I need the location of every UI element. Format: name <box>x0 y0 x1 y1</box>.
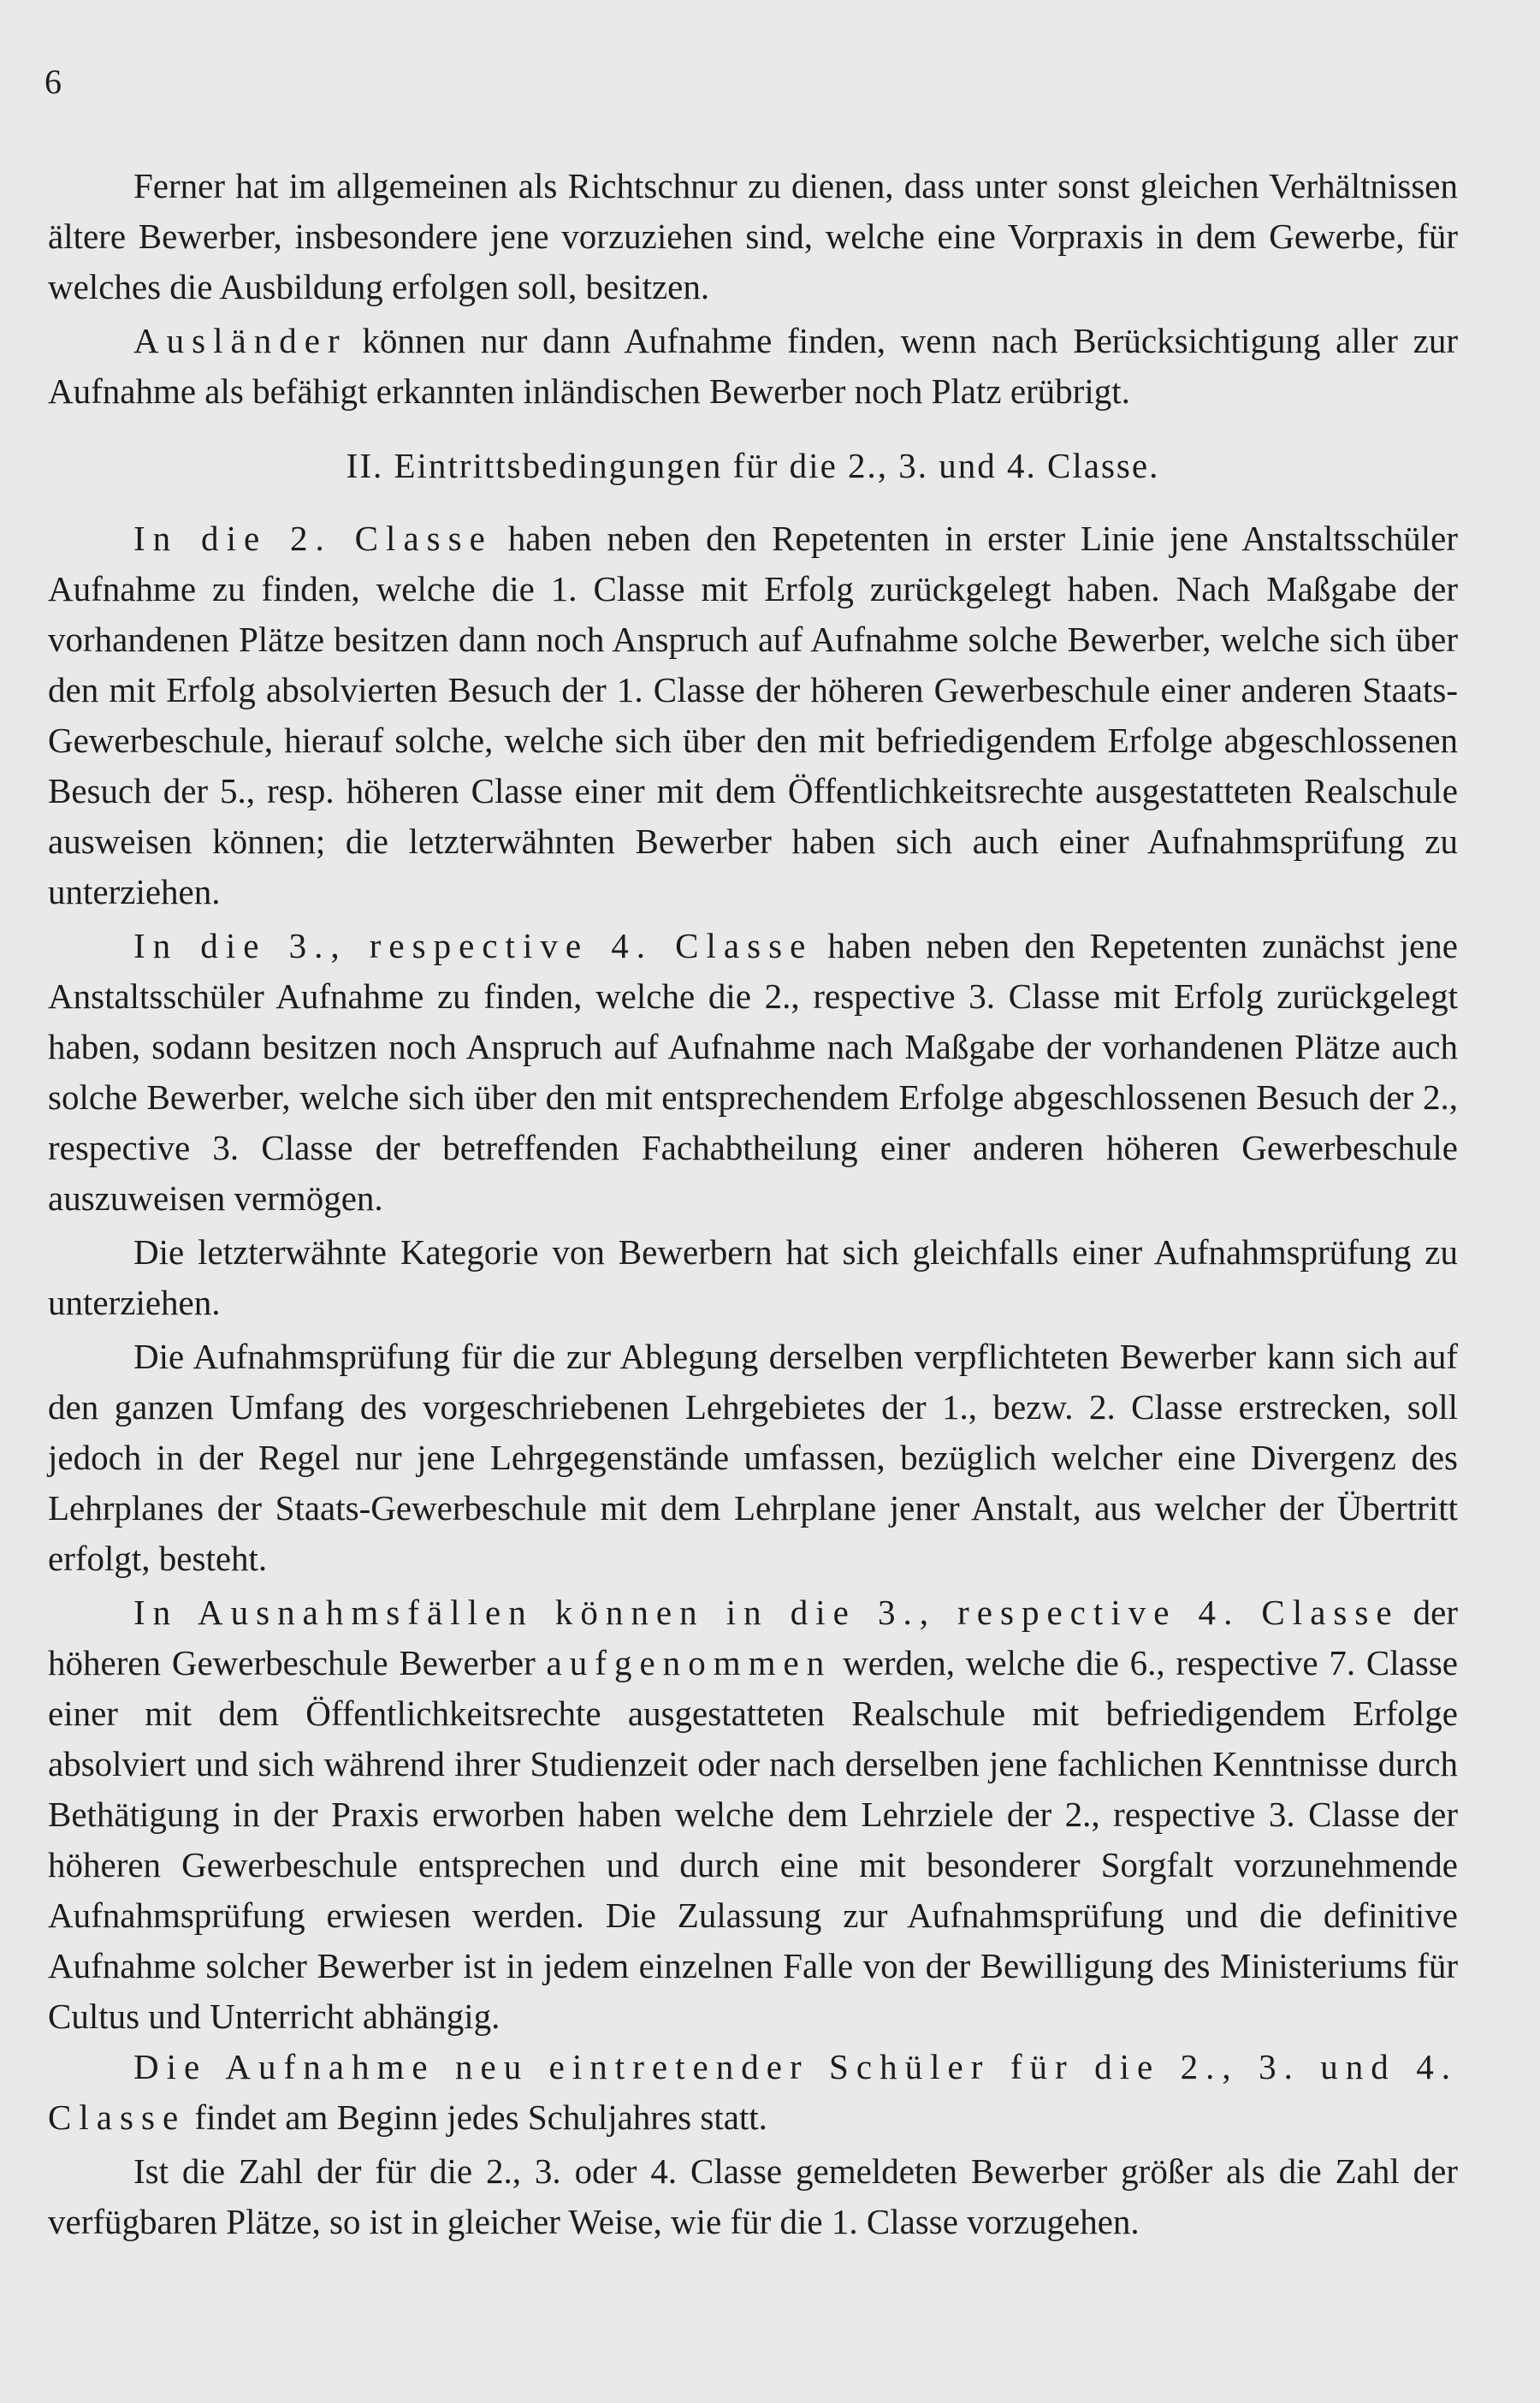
document-body <box>48 161 1458 2251</box>
paragraph-general-rule: Ferner hat im allgemeinen als Richtschnur zu dienen, dass unter sonst gleichen Verhältnissen ältere Bewerber, insbesondere jene vorzuziehen sind, welche eine Vorpraxis in dem Gewerbe, für welches die Ausbildung erfolgen soll, besitzen. <box>48 166 1458 306</box>
page-number: 6 <box>44 62 62 101</box>
emphasis-admission: Die Aufnahme neu eintretender Schüler für die 2., 3. und 4. Classe <box>48 2047 1458 2137</box>
emphasis-admitted: aufgenommen <box>546 1643 832 1682</box>
paragraph-exceptions-text-1: der höheren Gewerbeschule Bewerber <box>48 1593 1458 1682</box>
paragraph-class-3-4-text: haben neben den Repetenten zunächst jene Anstaltsschüler Aufnahme zu finden, welche die 2., respective 3. Classe mit Erfolg zurückgelegt haben, sodann besitzen noch Anspruch auf Aufnahme nach Maßgabe der vorhandenen Plätze auch solche Bewerber, welche sich über den mit entsprechendem Erfolge abgeschlossenen Besuch der 2., respective 3. Classe der betreffenden Fachabtheilung einer anderen höheren Gewerbeschule auszuweisen vermögen. <box>48 926 1459 1218</box>
emphasis-foreigners: Ausländer <box>133 321 347 360</box>
section-heading: II. Eintrittsbedingungen für die 2., 3. und 4. Classe. <box>346 446 1160 485</box>
paragraph-exceptions <box>48 1587 1458 2042</box>
paragraph-foreigners <box>48 316 1458 417</box>
paragraph-admission-timing-text: findet am Beginn jedes Schuljahres statt. <box>186 2097 767 2137</box>
paragraph-admission-timing <box>48 2042 1458 2143</box>
paragraph-category-exam: Die letzterwähnte Kategorie von Bewerbern hat sich gleichfalls einer Aufnahmsprüfung zu unterziehen. <box>48 1232 1458 1322</box>
paragraph-class-2 <box>48 513 1458 917</box>
paragraph-class-3-4 <box>48 921 1458 1224</box>
paragraph-exam-scope: Die Aufnahmsprüfung für die zur Ablegung derselben verpflichteten Bewerber kann sich auf den ganzen Umfang des vorgeschriebenen Lehrgebietes der 1., bezw. 2. Classe erstrecken, soll jedoch in der Regel nur jene Lehrgegenstände umfassen, bezüglich welcher eine Divergenz des Lehrplanes der Staats-Gewerbeschule mit dem Lehrplane jener Anstalt, aus welcher der Übertritt erfolgt, besteht. <box>48 1337 1458 1578</box>
emphasis-class-2: In die 2. Classe <box>133 519 493 558</box>
paragraph-oversubscription: Ist die Zahl der für die 2., 3. oder 4. Classe gemeldeten Bewerber größer als die Zahl der verfügbaren Plätze, so ist in gleicher Weise, wie für die 1. Classe vorzugehen. <box>48 2151 1458 2241</box>
paragraph-class-2-text: haben neben den Repetenten in erster Linie jene Anstaltsschüler Aufnahme zu finden, welche die 1. Classe mit Erfolg zurückgelegt haben. Nach Maßgabe der vorhandenen Plätze besitzen dann noch Anspruch auf Aufnahme solche Bewerber, welche sich über den mit Erfolg absolvierten Besuch der 1. Classe der höheren Gewerbeschule einer anderen Staats-Gewerbeschule, hierauf solche, welche sich über den mit befriedigendem Erfolge abgeschlossenen Besuch der 5., resp. höheren Classe einer mit dem Öffentlichkeitsrechte ausgestatteten Realschule ausweisen können; die letzterwähnten Bewerber haben sich auch einer Aufnahmsprüfung zu unterziehen. <box>48 519 1459 911</box>
paragraph-foreigners-text: können nur dann Aufnahme finden, wenn nach Berücksichtigung aller zur Aufnahme als befähigt erkannten inländischen Bewerber noch Platz erübrigt. <box>48 321 1458 411</box>
paragraph-exceptions-text-2: werden, welche die 6., respective 7. Classe einer mit dem Öffentlichkeitsrechte ausgestatteten Realschule mit befriedigendem Erfolge absolviert und sich während ihrer Studienzeit oder nach derselben jene fachlichen Kenntnisse durch Bethätigung in der Praxis erworben haben welche dem Lehrziele der 2., respective 3. Classe der höheren Gewerbeschule entsprechen und durch eine mit besonderer Sorgfalt vorzunehmende Aufnahmsprüfung erwiesen werden. Die Zulassung zur Aufnahmsprüfung und die definitive Aufnahme solcher Bewerber ist in jedem einzelnen Falle von der Bewilligung des Ministeriums für Cultus und Unterricht abhängig. <box>48 1643 1458 2036</box>
emphasis-class-3-4: In die 3., respective 4. Classe <box>133 926 814 965</box>
emphasis-exceptions: In Ausnahmsfällen können in die 3., respective 4. Classe <box>133 1593 1400 1632</box>
